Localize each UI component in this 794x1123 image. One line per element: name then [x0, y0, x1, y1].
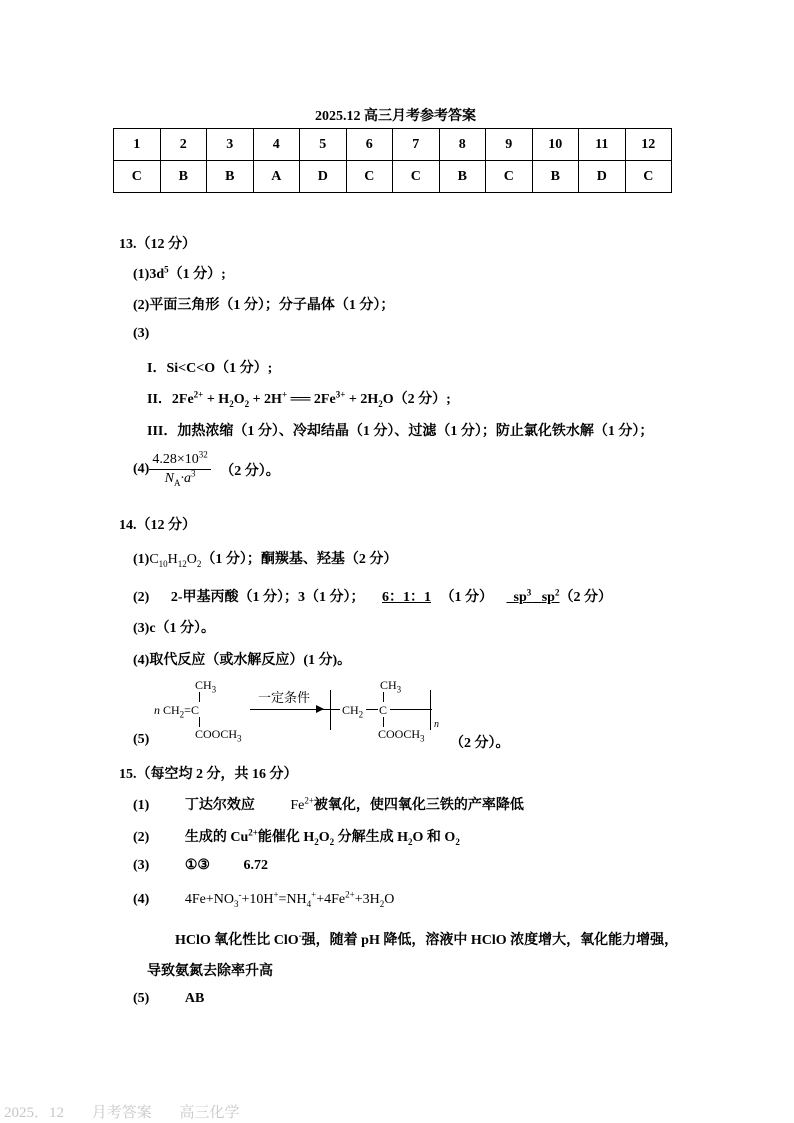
- polymer-ester: $COOCH_3$: [378, 727, 425, 744]
- polymer-n: n: [434, 719, 439, 730]
- page-footer: [4, 1101, 264, 1122]
- q15-header: 15.（每空均 2 分，共 16 分）: [119, 767, 298, 782]
- q14-part4: (4)取代反应（或水解反应）(1 分)。: [133, 653, 352, 668]
- reaction-arrow: [250, 709, 322, 710]
- table-cell: 10: [532, 129, 579, 161]
- q13-part3-i: I．Si<C<O（1 分）;: [147, 361, 273, 376]
- table-cell: A: [253, 161, 300, 193]
- table-cell: 8: [439, 129, 486, 161]
- table-cell: C: [393, 161, 440, 193]
- table-cell: B: [207, 161, 254, 193]
- table-cell: C: [346, 161, 393, 193]
- q14-part5-label: (5): [133, 732, 150, 747]
- table-cell: 1: [114, 129, 161, 161]
- footer-doc: 月考答案: [91, 1105, 152, 1121]
- monomer-ester: $COOCH_3$: [195, 727, 242, 744]
- q13-part2: (2)平面三角形（1 分）；分子晶体（1 分）；: [133, 298, 395, 313]
- polymer-bracket-left: [330, 690, 331, 730]
- bond-line: [322, 709, 340, 710]
- table-cell: 5: [300, 129, 347, 161]
- table-cell: D: [579, 161, 626, 193]
- table-cell: C: [625, 161, 672, 193]
- table-cell: B: [532, 161, 579, 193]
- q15-part4-explanation-line1: HClO 氧化性比 ClO-强，随着 pH 降低，溶液中 HClO 浓度增大，氧化能力增强，: [175, 930, 679, 948]
- table-row: [114, 129, 672, 161]
- table-cell: 7: [393, 129, 440, 161]
- monomer-ch3: $CH_3$: [195, 678, 217, 695]
- table-cell: B: [439, 161, 486, 193]
- q13-header: 13.（12 分）: [119, 237, 196, 252]
- polymer-c: C: [379, 703, 388, 717]
- q14-part3: (3)c（1 分）。: [133, 621, 216, 636]
- table-cell: 12: [625, 129, 672, 161]
- q14-part1: $(1)C_{10}H_{12}O_2(1$ 分）；酮羰基、羟基（2 分）: [133, 552, 398, 569]
- bond-line: [383, 717, 384, 727]
- answer-table: [113, 128, 672, 193]
- footer-subject: 高三化学: [179, 1105, 240, 1121]
- bond-line: [390, 709, 432, 710]
- q13-part4: (4) $\frac{4.28\times 10^{32}}{N_A\cdot a^3}$ （2 分）。: [133, 449, 280, 488]
- reaction-diagram: [150, 675, 460, 745]
- q13-part3-iii: III．加热浓缩（1 分）、冷却结晶（1 分）、过滤（1 分）；防止氯化铁水解（1 分）；: [147, 424, 654, 439]
- bond-line: [199, 692, 200, 702]
- table-cell: 11: [579, 129, 626, 161]
- reaction-condition: 一定条件: [258, 690, 311, 705]
- page-title: 2025.12 高三月考参考答案: [315, 109, 476, 124]
- table-cell: 9: [486, 129, 533, 161]
- table-row: [114, 161, 672, 193]
- q13-part3: (3): [133, 326, 150, 341]
- monomer-main: n $CH_2=C$: [154, 703, 199, 720]
- q15-part2: (2) 生成的 $Cu^{2+}$能催化 $H_2O_2$ 分解生成 $H_2O$ 和 $O_2$: [133, 827, 460, 847]
- bond-line: [199, 717, 200, 727]
- table-cell: 2: [160, 129, 207, 161]
- table-cell: 4: [253, 129, 300, 161]
- polymer-ch3: $CH_3$: [380, 678, 402, 695]
- footer-date: 2025．12: [4, 1105, 65, 1121]
- q15-part1: (1) 丁达尔效应 $Fe^{2+}$被氧化，使四氧化三铁的产率降低: [133, 795, 524, 813]
- table-cell: C: [486, 161, 533, 193]
- bond-line: [366, 709, 378, 710]
- q14-part5-score: （2 分）。: [450, 736, 510, 751]
- fraction-formula: $\frac{4.28\times 10^{32}}{N_A\cdot a^3}$: [149, 452, 210, 487]
- q15-part3: (3) ①③ 6.72: [133, 858, 268, 873]
- table-cell: 6: [346, 129, 393, 161]
- q14-header: 14.（12 分）: [119, 518, 196, 533]
- q15-part4-explanation-line2: 导致氨氮去除率升高: [147, 964, 273, 979]
- q15-part4: (4) $4Fe+NO_3^-+10H^+=NH_4^++4Fe^{2+}+3H_2O$: [133, 889, 395, 909]
- q13-part3-ii: II．$2Fe^{2+} + H_2O_2 + 2H^+$ ══ $2Fe^{3+} + 2H_2O(2$ 分）;: [147, 389, 451, 409]
- q15-part5: (5) AB: [133, 991, 205, 1006]
- polymer-ch2: $CH_2$: [342, 703, 364, 720]
- polymer-bracket-right: [430, 690, 431, 730]
- q13-part1: $(1)3d^5(1$ 分）;: [133, 264, 226, 282]
- table-cell: D: [300, 161, 347, 193]
- bond-line: [383, 692, 384, 702]
- table-cell: 3: [207, 129, 254, 161]
- q14-part2: (2) 2-甲基丙酸（1 分）；3（1 分）； 6：1：1 （1 分） $sp^3$ $sp^2(2$ 分）: [133, 587, 612, 605]
- table-cell: C: [114, 161, 161, 193]
- table-cell: B: [160, 161, 207, 193]
